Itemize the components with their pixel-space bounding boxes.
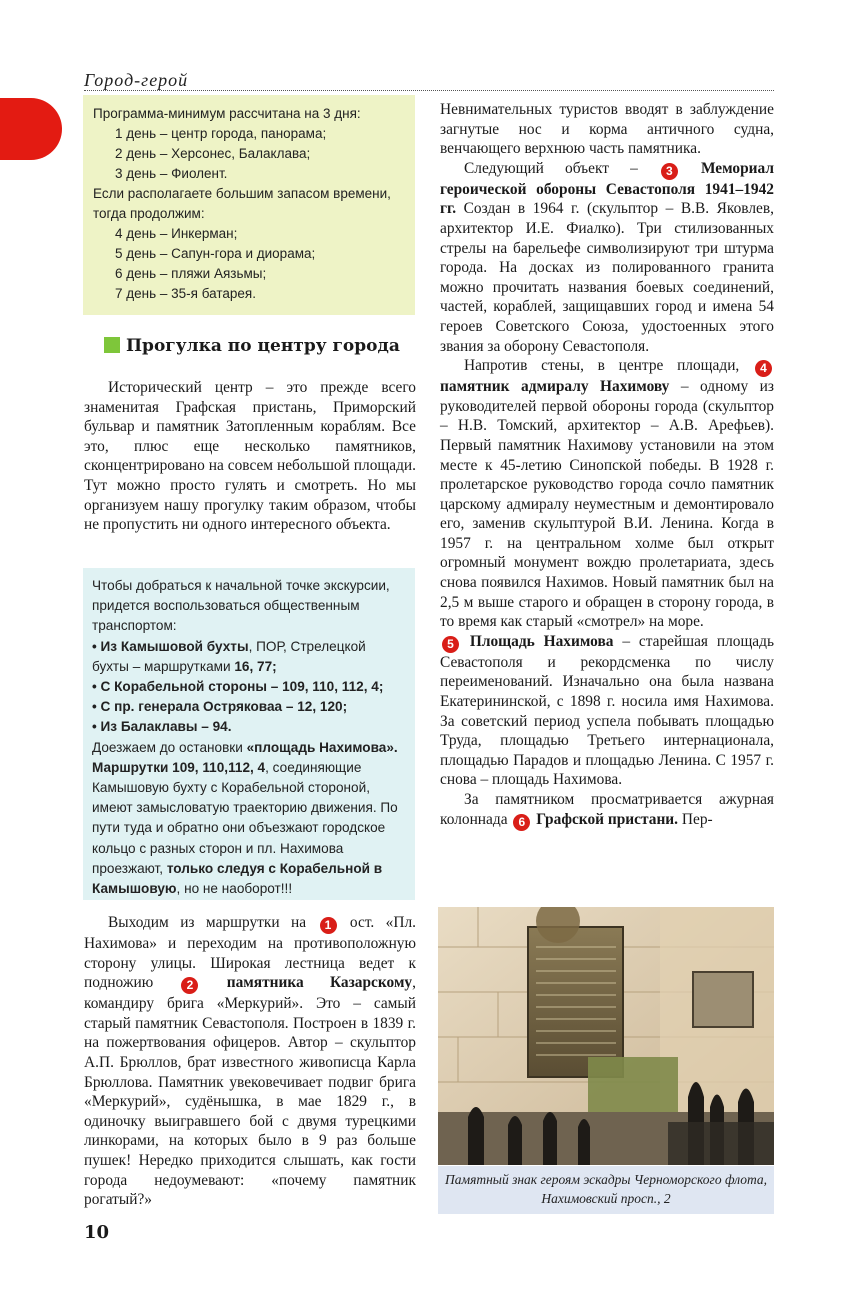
itinerary-line: тогда продолжим: (93, 206, 205, 221)
text-span: – старейшая площадь Севастополя и рекордсменка по числу переименований. Изначально она была названа Екатерининской, с 1898 г. носила имя Нахимова. За советский период успела побывать площадью Труда, площадью Третьего интернационала, площадью Парадов и площадью Ленина. С 1957 г. снова – площадь Нахимова. (440, 632, 774, 789)
running-header (84, 70, 774, 91)
right-column (440, 100, 774, 831)
memorial-paragraph (440, 159, 774, 356)
route-1-origin: • Из Камышовой бухты (92, 638, 249, 654)
text-span: ост. «Пл. Нахимова» и переходим на противоположную сторону улицы. Широкая лестница ведет к подножию (84, 914, 417, 992)
green-square-icon (104, 337, 120, 353)
itinerary-line: 6 день – пляжи Аязьмы; (115, 266, 267, 281)
routes-note-text: , соединяющие Камышовую бухту с Корабельной стороной, имеют замысловатую траекторию движения. По пути туда и обратно они объезжают городское кольцо с разных сторон и пл. Нахимова проезжают, (92, 759, 398, 876)
route-line-2 (92, 677, 406, 697)
nakhimov-monument-name: памятник адмиралу Нахимову (440, 378, 670, 396)
routes-direction: только следуя с Корабельной в Камышовую (92, 860, 383, 897)
itinerary-line: 4 день – Инкерман; (115, 226, 238, 241)
route-2-text: • С Корабельной стороны – 109, 110, 112, 4; (92, 679, 384, 695)
section-heading (104, 336, 404, 364)
kazarsky-paragraph (84, 913, 416, 1210)
nakhimov-square-paragraph (440, 632, 774, 790)
routes-note-end: , но не наоборот!!! (176, 881, 293, 897)
stop-pre: Доезжаем до остановки (92, 739, 247, 755)
page-number: 10 (84, 1222, 110, 1243)
itinerary-line: 2 день – Херсонес, Балаклава; (115, 146, 311, 161)
routes-numbers: Маршрутки 109, 110,112, 4 (92, 759, 266, 775)
grafskaya-pier-name: Графской пристани. (532, 810, 679, 828)
text-span: Напротив стены, в центре площади, (464, 357, 753, 375)
route-1-numbers: 16, 77; (234, 658, 277, 674)
marker-5: 5 (442, 636, 459, 653)
marker-1: 1 (320, 917, 337, 934)
route-line-1 (92, 637, 406, 677)
text-span: Следующий объект – (464, 159, 659, 177)
nakhimov-monument-paragraph (440, 356, 774, 632)
route-line-3 (92, 697, 406, 717)
memorial-photo-illustration (438, 907, 774, 1165)
text-span: Пер- (678, 810, 713, 828)
memorial-photo (438, 907, 774, 1165)
route-3-origin: • С пр. генерала Острякова (92, 699, 275, 715)
chapter-tab-marker (0, 98, 62, 160)
stop-name: «площадь Нахимова». (246, 739, 398, 755)
marker-4: 4 (755, 360, 772, 377)
itinerary-line: Если располагаете большим запасом времени, (93, 186, 391, 201)
text-span: Выходим из маршрутки на (108, 914, 318, 931)
kazarsky-monument-name: памятника Казарскому (200, 974, 413, 992)
marker-2: 2 (181, 977, 198, 994)
routes-note (92, 758, 406, 899)
memorial-name: Мемориал героической обороны Севастополя 1941–1942 гг. (440, 159, 775, 218)
text-span: – одному из руководителей первой обороны города (скульптор – Н.В. Томский, архитектор – А.В. Арефьев). Первый памятник Нахимову установили на этом месте к 45-летию Синопской победы. В 1928 г. пролетарское руководство города сочло памятник царскому адмиралу неуместным и демонтировало его, заменив скульптурой В.И. Ленина. Когда в 1957 г. на центральном холме был открыт огромный монумент вождю пролетариата, здесь снова появился Нахимов. Новый памятник был на 2,5 м выше старого и обращен в сторону города, в то время как старый «смотрел» на море. (440, 378, 774, 631)
transport-box (83, 568, 415, 900)
itinerary-box (83, 95, 415, 315)
photo-caption: Памятный знак героям эскадры Черноморского флота, Нахимовский просп., 2 (438, 1166, 774, 1214)
itinerary-line: 7 день – 35-я батарея. (115, 286, 256, 301)
intro-paragraph-column (84, 378, 416, 535)
itinerary-line: Программа-минимум рассчитана на 3 дня: (93, 106, 361, 121)
marker-6: 6 (513, 814, 530, 831)
text-span: Создан в 1964 г. (скульптор – В.В. Яковлев, архитектор И.Е. Фиалко). Три стилизованных стрелы на барельефе символизируют три штурма города. На досках из полированного гранита можно прочитать названия боевых соединений, частей, кораблей, защищавших город и имена 54 героев Советского Союза, удостоенных этого звания за оборону Севастополя. (440, 200, 774, 355)
header-title: Город-герой (84, 70, 189, 90)
nakhimov-square-name: Площадь Нахимова (461, 632, 614, 650)
left-bottom-column (84, 913, 416, 1210)
text-span: , командиру брига «Меркурий». Это – самый старый памятник Севастополя. Построен в 1839 г. на пожертвования офицеров. Автор – скульптор А.П. Брюллов, брат известного живописца Карла Брюллова. Памятник увековечивает подвиг брига «Меркурий», судёнышка, в мае 1829 г., в одиночку выигравшего бой с двумя турецкими линкорами, на которых было в 9 раз больше пушек! Нередко приходится слышать, как гости города недоумевают: «почему памятник рогатый?» (84, 974, 416, 1209)
intro-paragraph: Исторический центр – это прежде всего знаменитая Графская пристань, Приморский бульвар и памятник Затопленным кораблям. Все это, плюс еще несколько памятников, сконцентрировано на совсем небольшой площади. Тут можно просто гулять и смотреть. Но мы организуем нашу прогулку таким образом, чтобы не пропустить ни одного интересного объекта. (84, 379, 416, 534)
marker-3: 3 (661, 163, 678, 180)
grafskaya-paragraph (440, 790, 774, 831)
route-4-text: • Из Балаклавы – 94. (92, 719, 232, 735)
route-3-numbers: а – 12, 120; (274, 699, 348, 715)
itinerary-line: 3 день – Фиолент. (115, 166, 228, 181)
itinerary-line: 5 день – Сапун-гора и диорама; (115, 246, 316, 261)
route-1-text: , ПОР, Стрелецкой бухты – маршрутками (92, 638, 366, 674)
route-line-4 (92, 717, 406, 737)
section-heading-text: Прогулка по центру города (126, 336, 400, 356)
stop-line (92, 738, 406, 758)
text-span: За памятником просматривается ажурная колоннада (440, 791, 774, 828)
right-paragraph-0: Невнимательных туристов вводят в заблуждение загнутые нос и корма античного судна, венчающего верхнюю часть памятника. (440, 101, 774, 158)
transport-intro: Чтобы добраться к начальной точке экскурсии, придется воспользоваться общественным транспортом: (92, 578, 390, 634)
itinerary-line: 1 день – центр города, панорама; (115, 126, 327, 141)
